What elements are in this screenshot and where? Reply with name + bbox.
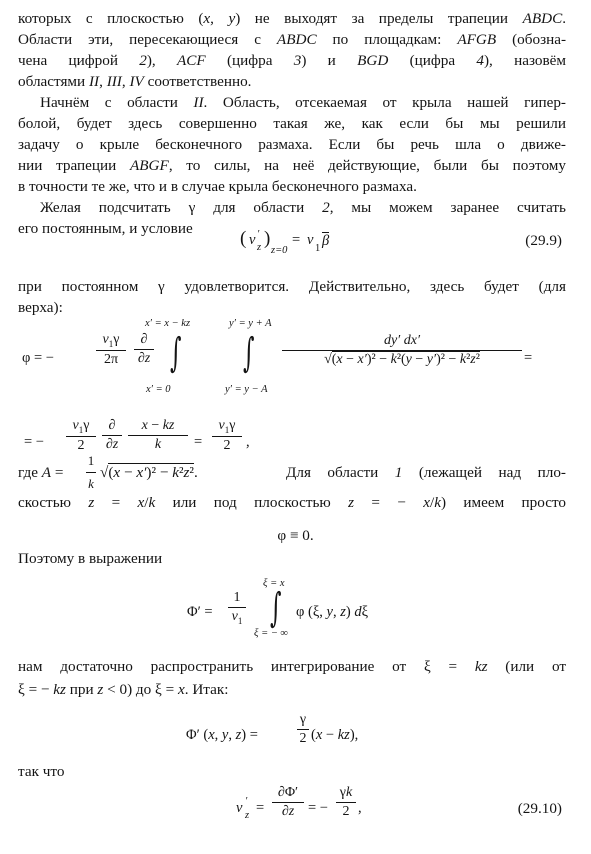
text-line: болой, будет здесь совершенно такая же, как если бы мы решили	[18, 115, 566, 132]
text-line: областями II, III, IV соответственно.	[18, 73, 252, 90]
document-page: которых с плоскостью (x, y) не выходят за пределы трапеции ABDC. Области эти, пересекающиеся с ABDC по площадкам: AFGB (обозна- чена цифрой 2), ACF (цифра 3) и BGD (цифра 4), назовём областями II, III, IV соответственно. Начнём с области II. Область, отсекаемая от крыла нашей гипер- болой, будет здесь совершенно такая же, как если бы мы решили задачу о крыле бесконечного размаха. Если бы речь шла о движе- нии трапеции ABGF, то силы, на неё действующие, были бы поэтому в точности те же, что и в случае крыла бесконечного размаха. Желая подсчитать γ для области 2, мы можем заранее считать его постоянным, и условие ( v ′ z ) z=0 = v 1 β (29.9) при постоянном γ удовлетворится. Действительно, здесь будет (для верха): φ = − $v_1\gamma$ 2π ∂ ∂z x′ = x − kz ∫ x′ = 0 y′ = y + A ∫ y′ = y − A dy′ dx′ √(x − x′)² − k²(y − y′)² − k²z² = = − $v_1\gamma$ 2 ∂ ∂z x − kz k = $v_1\gamma$ 2 , где A = 1 k √(x − x′)² − k²z². Для области 1 (лежащей над пло- скостью z = x/k или под плоскостью z = − x/k) имеем просто φ ≡ 0. Поэтому в выражении Φ′ = 1 $v_1$ ξ = x ∫ ξ = − ∞ φ (ξ, y, z) dξ нам достаточно распространить интегрирование от ξ = kz (или от ξ = − kz при z < 0) до ξ = x. Итак: Φ′ (x, y, z) = γ 2 (x − kz), так что v ′ z = ∂Φ′ ∂z = − γk 2 , (29.10)	[0, 0, 591, 854]
text-line: при постоянном γ удовлетворится. Действительно, здесь будет (для	[18, 278, 566, 295]
equation-number: (29.9)	[525, 232, 562, 249]
text-line: которых с плоскостью (x, y) не выходят за пределы трапеции ABDC.	[18, 10, 567, 27]
text-line: нии трапеции ABGF, то силы, на неё действующие, были бы поэтому	[18, 157, 567, 174]
text-line: чена цифрой 2), ACF (цифра 3) и BGD (цифра 4), назовём	[18, 52, 566, 69]
text-line: скостью z = x/k или под плоскостью z = − x/k) имеем просто	[18, 494, 566, 511]
text-line: ξ = − kz при z < 0) до ξ = x. Итак:	[18, 681, 229, 698]
text-line: в точности те же, что и в случае крыла бесконечного размаха.	[18, 178, 417, 195]
text-line: так что	[18, 763, 65, 780]
text-line: его постоянным, и условие	[18, 220, 193, 237]
equation-number: (29.10)	[517, 800, 562, 817]
text-line: верха):	[18, 299, 63, 316]
text-line: задачу о крыле бесконечного размаха. Если бы речь шла о движе-	[18, 136, 566, 153]
text-line: нам достаточно распространить интегрирование от ξ = kz (или от	[18, 658, 566, 675]
text-line: Желая подсчитать γ для области 2, мы можем заранее считать	[40, 199, 566, 216]
text-line: Области эти, пересекающиеся с ABDC по площадкам: AFGB (обозна-	[18, 31, 567, 48]
text-line: Поэтому в выражении	[18, 550, 163, 567]
equation-phi-zero: φ ≡ 0.	[277, 527, 314, 544]
text-line: Начнём с области II. Область, отсекаемая от крыла нашей гипер-	[40, 94, 566, 111]
